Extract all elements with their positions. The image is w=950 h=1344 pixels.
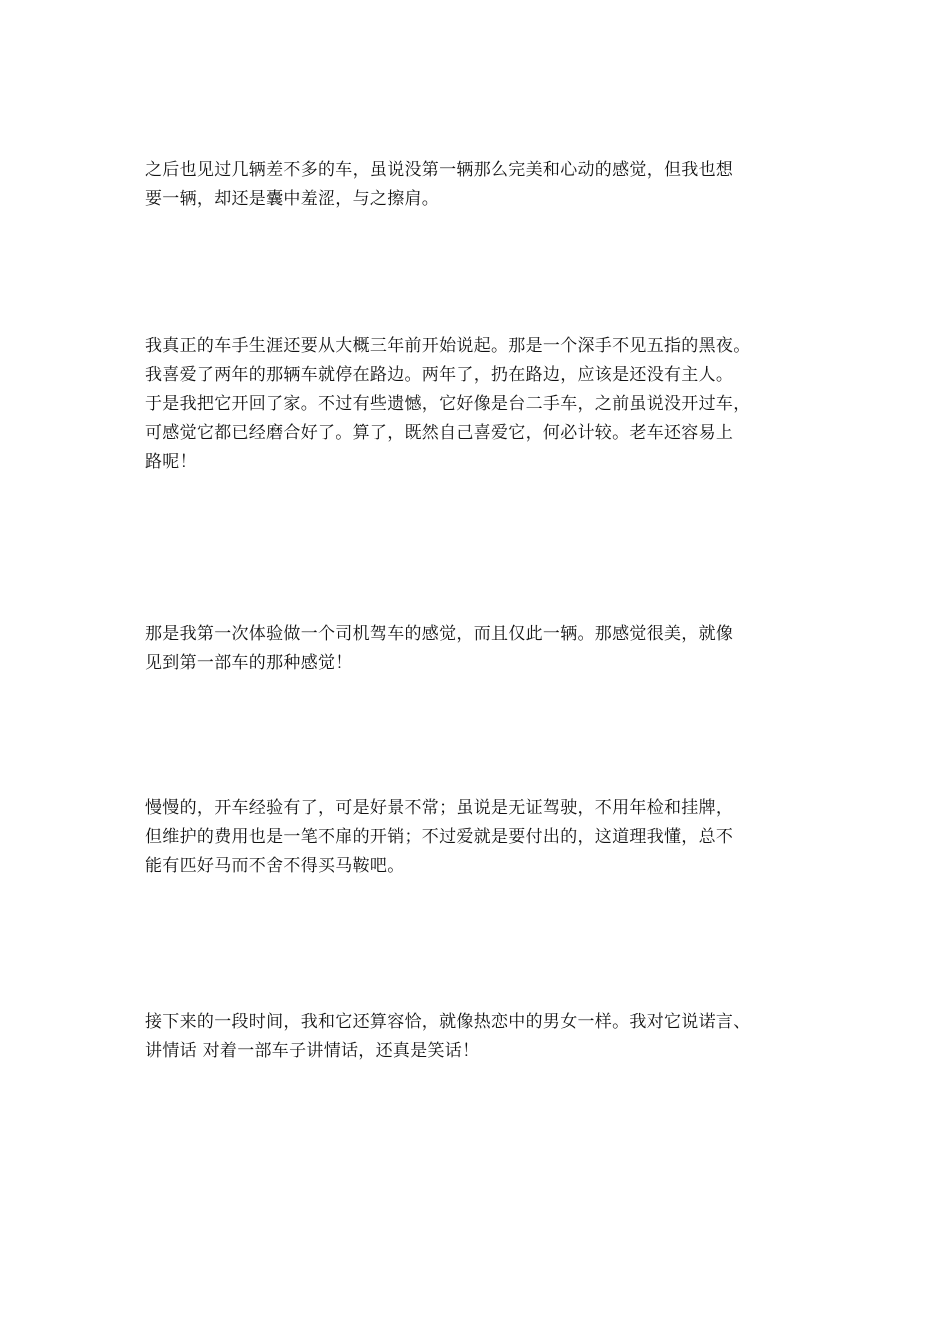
paragraph-line: 那是我第一次体验做一个司机驾车的感觉，而且仅此一辆。那感觉很美，就像 — [145, 624, 734, 644]
paragraph-line: 我真正的车手生涯还要从大概三年前开始说起。那是一个深手不见五指的黑夜。 — [145, 336, 751, 356]
paragraph-line: 接下来的一段时间，我和它还算容恰，就像热恋中的男女一样。我对它说诺言、 — [145, 1012, 751, 1032]
paragraph-line: 见到第一部车的那种感觉！ — [145, 653, 353, 673]
paragraph-line: 要一辆，却还是囊中羞涩，与之擦肩。 — [145, 189, 440, 209]
paragraph-2 — [145, 332, 825, 477]
paragraph-line: 可感觉它都已经磨合好了。算了，既然自己喜爱它，何必计较。老车还容易上 — [145, 423, 734, 443]
paragraph-3 — [145, 620, 825, 678]
paragraph-line: 之后也见过几辆差不多的车，虽说没第一辆那么完美和心动的感觉，但我也想 — [145, 160, 734, 180]
paragraph-line: 路呢！ — [145, 452, 197, 472]
paragraph-line: 讲情话 对着一部车子讲情话，还真是笑话！ — [145, 1041, 480, 1061]
paragraph-line: 我喜爱了两年的那辆车就停在路边。两年了，扔在路边，应该是还没有主人。 — [145, 365, 734, 385]
paragraph-line: 能有匹好马而不舍不得买马鞍吧。 — [145, 856, 405, 876]
paragraph-line: 慢慢的，开车经验有了，可是好景不常；虽说是无证驾驶，不用年检和挂牌， — [145, 798, 734, 818]
paragraph-line: 于是我把它开回了家。不过有些遗憾，它好像是台二手车，之前虽说没开过车， — [145, 394, 751, 414]
paragraph-line: 但维护的费用也是一笔不扉的开销；不过爱就是要付出的，这道理我懂，总不 — [145, 827, 734, 847]
paragraph-1 — [145, 156, 825, 214]
paragraph-4 — [145, 794, 825, 881]
paragraph-5 — [145, 1008, 825, 1066]
